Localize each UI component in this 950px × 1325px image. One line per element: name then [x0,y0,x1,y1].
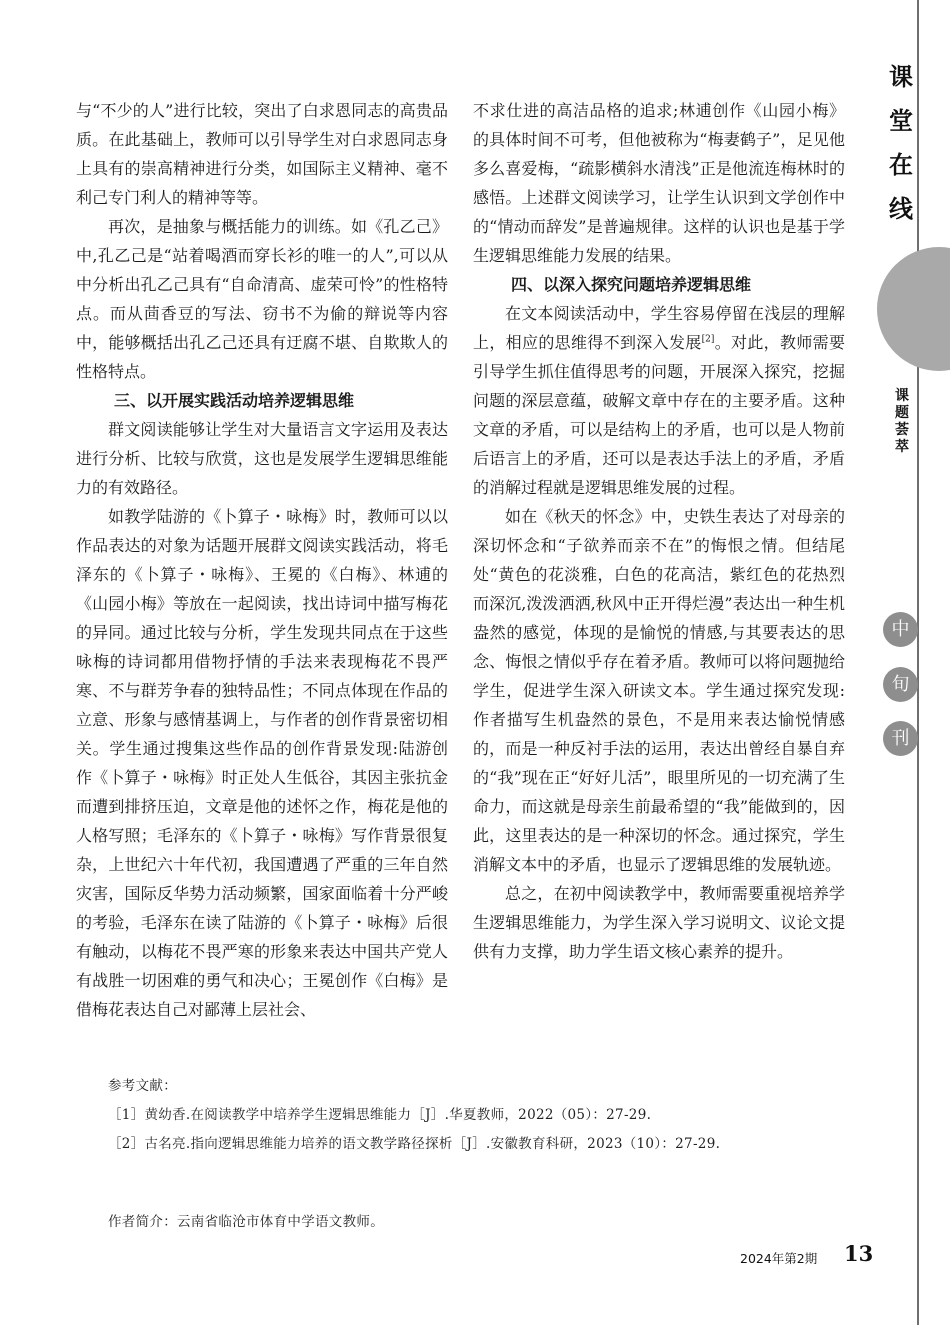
title-char: 在 [889,151,913,179]
paragraph: 群文阅读能够让学生对大量语言文字运用及表达进行分析、比较与欣赏，这也是发展学生逻辑思维能力的有效路径。 [76,420,448,497]
section-heading: 四、以深入探究问题培养逻辑思维 [511,275,752,294]
paragraph: 如在《秋天的怀念》中，史铁生表达了对母亲的深切怀念和“子欲养而亲不在”的悔恨之情。但结尾处“黄色的花淡雅，白色的花高洁，紫红色的花热烈而深沉,泼泼洒洒,秋风中正开得烂漫”表达出一种生机盎然的感觉，体现的是愉悦的情感,与其要表达的思念、悔恨之情似乎存在着矛盾。教师可以将问题抛给学生，促进学生深入研读文本。学生通过探究发现:作者描写生机盎然的景色，不是用来表达愉悦情感的，而是一种反衬手法的运用，表达出曾经自暴自弃的“我”现在正“好好儿活”，眼里所见的一切充满了生命力，而这就是母亲生前最希望的“我”能做到的，因此，这里表达的是一种深切的怀念。通过探究，学生消解文本中的矛盾，也显示了逻辑思维的发展轨迹。 [473,507,845,874]
left-column [76,96,448,1024]
subtitle-char: 题 [895,405,909,421]
paragraph: 不求仕进的高洁品格的追求;林逋创作《山园小梅》的具体时间不可考，但他被称为“梅妻鹤子”，足见他多么喜爱梅，“疏影横斜水清浅”正是他流连梅林时的感悟。上述群文阅读学习，让学生认识到文学创作中的“情动而辞发”是普遍规律。这样的认识也是基于学生逻辑思维能力发展的结果。 [473,101,845,265]
section-heading: 三、以开展实践活动培养逻辑思维 [114,391,355,410]
subtitle-char: 荟 [895,422,909,438]
badge-kan: 刊 [883,721,918,756]
badge-zhong: 中 [883,612,918,647]
paragraph-text: 在文本阅读活动中，学生容易停留在浅层的理解上，相应的思维得不到深入发展 [473,304,845,352]
paragraph: 与“不少的人”进行比较，突出了白求恩同志的高贵品质。在此基础上，教师可以引导学生对白求恩同志身上具有的崇高精神进行分类，如国际主义精神、毫不利己专门利人的精神等等。 [76,101,448,207]
subtitle-char: 课 [895,388,909,404]
paragraph [473,299,845,502]
column-subtitle-vertical [890,388,914,456]
subtitle-char: 萃 [895,439,909,455]
author-note: 作者简介：云南省临沧市体育中学语文教师。 [108,1214,384,1230]
citation-marker[interactable]: [2] [701,334,715,345]
title-char: 堂 [889,107,913,135]
page-number: 13 [844,1241,874,1266]
title-char: 课 [889,63,913,91]
right-column [473,96,845,966]
badge-xun: 旬 [883,667,918,702]
paragraph: 再次，是抽象与概括能力的训练。如《孔乙己》中,孔乙己是“站着喝酒而穿长衫的唯一的人”,可以从中分析出孔乙己具有“自命清高、虚荣可怜”的性格特点。而从茴香豆的写法、窃书不为偷的辩说等内容中，能够概括出孔乙己还具有迂腐不堪、自欺欺人的性格特点。 [76,217,448,381]
section-title-vertical [884,55,918,231]
paragraph: 如教学陆游的《卜算子・咏梅》时，教师可以以作品表达的对象为话题开展群文阅读实践活动，将毛泽东的《卜算子・咏梅》、王冕的《白梅》、林逋的《山园小梅》等放在一起阅读，找出诗词中描写梅花的异同。通过比较与分析，学生发现共同点在于这些咏梅的诗词都用借物抒情的手法来表现梅花不畏严寒、不与群芳争春的独特品性；不同点体现在作品的立意、形象与感情基调上，与作者的创作背景密切相关。学生通过搜集这些作品的创作背景发现:陆游创作《卜算子・咏梅》时正处人生低谷，其因主张抗金而遭到排挤压迫，文章是他的述怀之作，梅花是他的人格写照；毛泽东的《卜算子・咏梅》写作背景很复杂，上世纪六十年代初，我国遭遇了严重的三年自然灾害，国际反华势力活动频繁，国家面临着十分严峻的考验，毛泽东在读了陆游的《卜算子・咏梅》后很有触动，以梅花不畏严寒的形象来表达中国共产党人有战胜一切困难的勇气和决心；王冕创作《白梅》是借梅花表达自己对鄙薄上层社会、 [76,507,448,1019]
paragraph-text: 。对此，教师需要引导学生抓住值得思考的问题，开展深入探究，挖掘问题的深层意蕴，破解文章中存在的主要矛盾。这种文章的矛盾，可以是结构上的矛盾，也可以是人物前后语言上的矛盾，还可以是表达手法上的矛盾，矛盾的消解过程就是逻辑思维发展的过程。 [473,333,845,497]
reference-item: ［1］黄幼香.在阅读教学中培养学生逻辑思维能力［J］.华夏教师，2022（05）：27-29. [108,1107,652,1123]
paragraph: 总之，在初中阅读教学中，教师需要重视培养学生逻辑思维能力，为学生深入学习说明文、议论文提供有力支撑，助力学生语文核心素养的提升。 [473,884,845,961]
decorative-half-circle [877,247,950,371]
title-char: 线 [889,195,913,223]
issue-label: 2024年第2期 [740,1251,818,1266]
references-heading: 参考文献： [108,1078,177,1094]
reference-item: ［2］古名亮.指向逻辑思维能力培养的语文教学路径探析［J］.安徽教育科研，2023（10）：27-29. [108,1136,721,1152]
references [76,1072,846,1159]
